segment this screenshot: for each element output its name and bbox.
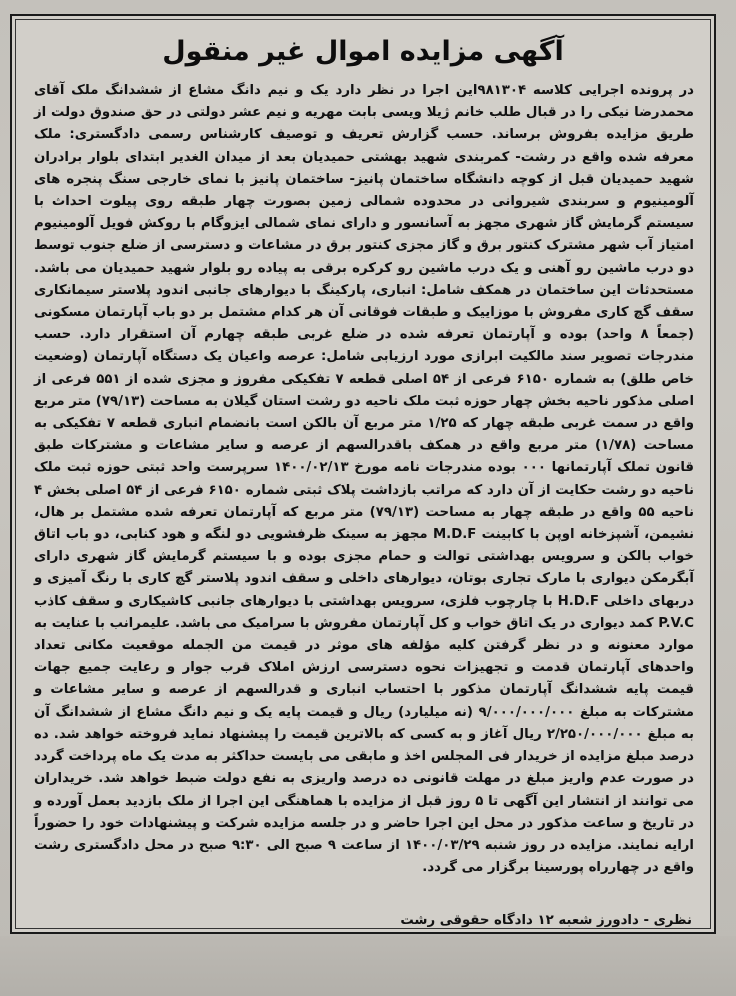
page-bottom-margin: [0, 936, 736, 996]
notice-body: در پرونده اجرایی کلاسه ۹۸۱۳۰۴این اجرا در نظر دارد یک و نیم دانگ مشاع از ششدانگ ملک آقای محمدرضا نیکی را در قبال طلب خانم ژیلا ویسی بابت مهریه و نیم عشر دولتی در حق صندوق دولت از طریق مزایده بفروش برساند. حسب گزارش تعریف و توصیف کارشناس رسمی دادگستری: ملک معرفه شده واقع در رشت- کمربندی شهید بهشتی حمیدیان بعد از میدان الغدیر ابتدای بلوار برادران شهید حمیدیان قبل از کوچه دانشگاه ساختمان پانیز- ساختمان پانیز با نمای خارجی سنگ پنجره های آلومینیوم و سربندی شیروانی در محدوده شمالی زمین بصورت چهار طبقه روی پیلوت احداث با سیستم گرمایش گاز شهری مجهز به آسانسور و دارای نمای شمالی ایزوگام با روکش فویل آلومینیوم امتیاز آب شهر مشترک کنتور برق و گاز مجزی کنتور برق در مشاعات و دسترسی از ضلع جنوب توسط دو درب ماشین رو آهنی و یک درب ماشین رو کرکره برقی به پیاده رو بلوار شهید حمیدیان می باشد. مستحدثات این ساختمان در همکف شامل: انباری، پارکینگ با دیوارهای جانبی اندود پلاستر سیمانکاری سقف گچ کاری مفروش با موزاییک و طبقات فوقانی آن هر کدام مشتمل بر دو باب آپارتمان مسکونی (جمعاً ۸ واحد) بوده و آپارتمان تعرفه شده در ضلع غربی طبقه چهارم آن استقرار دارد. حسب مندرجات تصویر سند مالکیت ابرازی مورد ارزیابی شامل: عرصه واعیان یک دستگاه آپارتمان (وضعیت خاص طلق) به شماره ۶۱۵۰ فرعی از ۵۴ اصلی قطعه ۷ تفکیکی مفروز و مجزی شده از ۵۵۱ فرعی از اصلی مذکور ناحیه بخش چهار حوزه ثبت ملک ناحیه دو رشت استان گیلان به مساحت (۷۹/۱۳) متر مربع واقع در سمت غربی طبقه چهار که ۱/۲۵ متر مربع آن بالکن است بانضمام انباری قطعه ۷ تفکیکی به مساحت (۱/۷۸) متر مربع واقع در همکف باقدرالسهم از عرصه و سایر مشاعات و مشترکات طبق قانون تملک آپارتمانها ۰۰۰ بوده مندرجات نامه مورخ ۱۴۰۰/۰۲/۱۳ سرپرست واحد ثبتی حوزه ثبت ملک ناحیه دو رشت حکایت از آن دارد که مراتب بازداشت پلاک ثبتی شماره ۶۱۵۰ فرعی از ۵۴ اصلی بخش ۴ ناحیه ۵۵ واقع در طبقه چهار به مساحت (۷۹/۱۳) متر مربع که آپارتمان تعرفه شده مشتمل بر هال، نشیمن، آشپزخانه اوپن با کابینت M.D.F مجهز به سینک ظرفشویی دو لنگه و هود کنابی، دو باب اتاق خواب بالکن و سرویس بهداشتی توالت و حمام مجزی بوده و با سیستم گرمایش گاز شهری دارای آبگرمکن دیواری با مارک تجاری بوتان، دیوارهای داخلی و سقف اندود پلاستر گچ کاری با رنگ آمیزی و دربهای داخلی H.D.F با چارچوب فلزی، سرویس بهداشتی با دیوارهای جانبی کاشیکاری و سقف کاذب P.V.C کمد دیواری در یک اتاق خواب و کل آپارتمان مفروش با سرامیک می باشد. علیمرانب با عنایت به موارد معنونه و در نظر گرفتن کلیه مؤلفه های موثر در قیمت من الجمله موقعیت مکانی تعداد واحدهای آپارتمان قدمت و تجهیزات نحوه دسترسی ارزش املاک قرب جوار و رعایت جمیع جهات قیمت پایه ششدانگ آپارتمان مذکور با احتساب انباری و قدرالسهم از عرصه و سایر مشاعات و مشترکات به مبلغ ۹/۰۰۰/۰۰۰/۰۰۰ (نه میلیارد) ریال و قیمت پایه یک و نیم دانگ مشاع از ششدانگ آن به مبلغ ۲/۲۵۰/۰۰۰/۰۰۰ ریال آغاز و به کسی که بالاترین قیمت را پیشنهاد نماید فروخته خواهد شد. ده درصد مبلغ مزایده از خریدار فی المجلس اخذ و مابقی می بایست حداکثر به مدت یک ماه پرداخت گردد در صورت عدم واریز مبلغ در مهلت قانونی ده درصد واریزی به نفع دولت ضبط خواهد شد. خریداران می توانند از انتشار این آگهی تا ۵ روز قبل از مزایده با هماهنگی این اجرا از ملک بازدید بعمل آورده و در تاریخ و ساعت مذکور در محل این اجرا حاضر و در جلسه مزایده شرکت و پیشنهادات خود را حضوراً ارایه نمایند. مزایده در روز شنبه ۱۴۰۰/۰۳/۲۹ از ساعت ۹ صبح الی ۹:۳۰ صبح در محل دادگستری رشت واقع در چهارراه پورسینا برگزار می گردد.: [34, 83, 695, 876]
notice-frame: [10, 14, 716, 934]
notice-title: آگهی مزایده اموال غیر منقول: [162, 36, 564, 67]
notice-signature: نظری - دادورز شعبه ۱۲ دادگاه حقوقی رشت: [400, 913, 692, 928]
